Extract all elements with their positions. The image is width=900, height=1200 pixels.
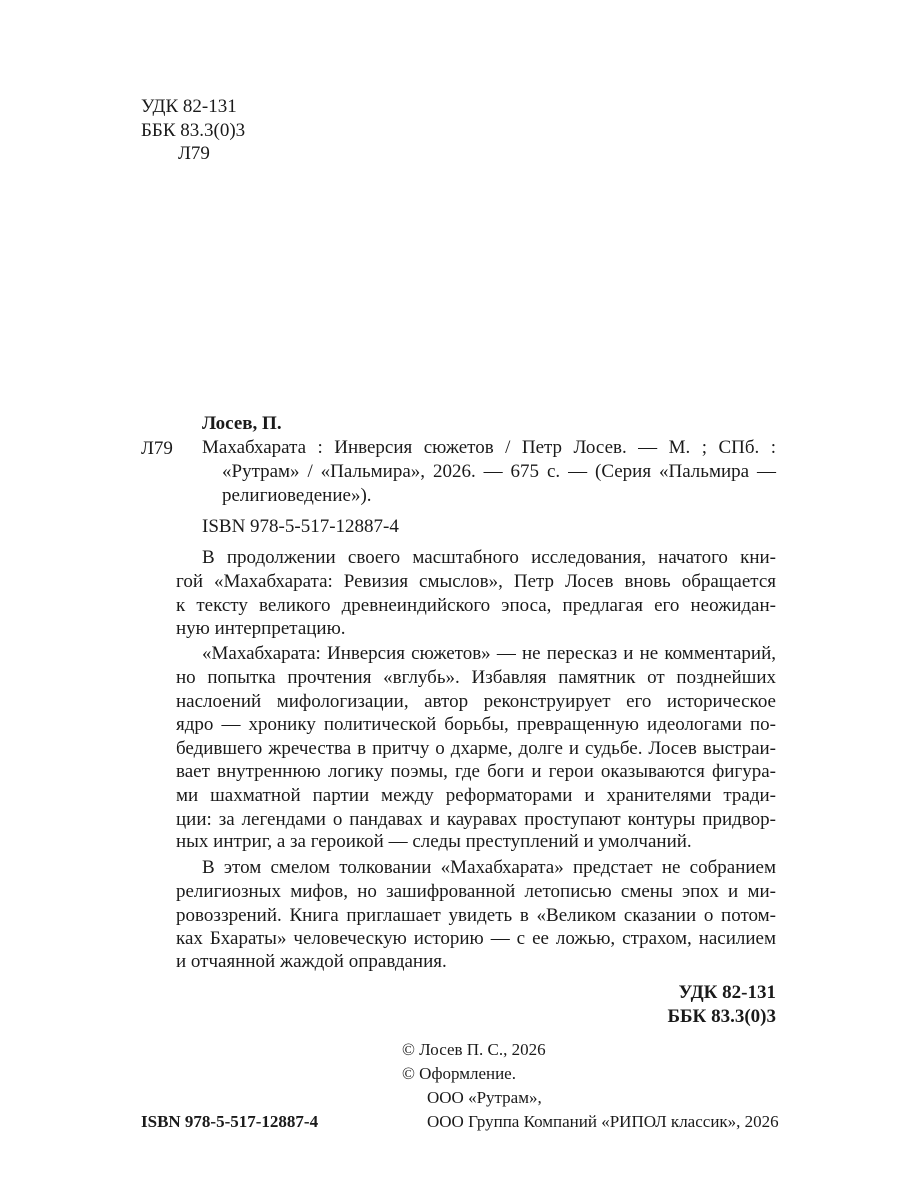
annotation-line: ядро — хронику политической борьбы, превращенную идеологами по- [176, 714, 776, 736]
bibliographic-description-cont [222, 460, 776, 484]
description-line: «Рутрам» / «Пальмира», 2026. — 675 с. — (Серия «Пальмира — [222, 461, 776, 482]
annotation-line: бедившего жречества в притчу о дхарме, долге и судьбе. Лосев выстраи- [176, 737, 776, 759]
annotation-paragraph-1-body [176, 570, 776, 617]
annotation-paragraph-1 [202, 546, 776, 570]
annotation-line: вает внутреннюю логику поэмы, где боги и герои оказываются фигура- [176, 761, 776, 783]
annotation-line: «Махабхарата: Инверсия сюжетов» — не пересказ и не комментарий, [202, 643, 776, 664]
annotation-paragraph-2 [202, 642, 776, 666]
annotation-line: религиозных мифов, но зашифрованной летописью смены эпох и ми- [176, 881, 776, 902]
annotation-paragraph-3-body [176, 880, 776, 951]
bottom-udk: УДК 82-131 [678, 982, 776, 1003]
annotation-paragraph-2-body [176, 666, 776, 831]
annotation-line: ках Бхараты» человеческую историю — с ее ложью, страхом, насилием [176, 928, 776, 950]
annotation-line: гой «Махабхарата: Ревизия смыслов», Петр Лосев вновь обращается [176, 571, 776, 592]
annotation-line: ных интриг, а за героикой — следы преступлений и умолчаний. [176, 831, 692, 852]
author-heading: Лосев, П. [202, 413, 282, 434]
card-author-sign: Л79 [141, 438, 173, 459]
top-udk: УДК 82-131 [141, 96, 237, 117]
annotation-line: к тексту великого древнеиндийского эпоса, предлагая его неожидан- [176, 594, 776, 616]
copyright-publisher-2: ООО Группа Компаний «РИПОЛ классик», 2026 [427, 1112, 779, 1131]
bottom-bbk: ББК 83.3(0)3 [667, 1006, 776, 1027]
annotation-line: ми шахматной партии между реформаторами и хранителями тради- [176, 784, 776, 806]
card-isbn: ISBN 978-5-517-12887-4 [202, 516, 399, 537]
description-line: религиоведение»). [222, 485, 372, 506]
annotation-line: ную интерпретацию. [176, 618, 346, 639]
annotation-line: В продолжении своего масштабного исследования, начатого кни- [202, 547, 776, 568]
annotation-paragraph-3 [202, 856, 776, 880]
top-author-sign: Л79 [178, 143, 210, 164]
copyright-author: © Лосев П. С., 2026 [402, 1040, 546, 1059]
footer-isbn: ISBN 978-5-517-12887-4 [141, 1112, 319, 1131]
description-line: Махабхарата : Инверсия сюжетов / Петр Лосев. — М. ; СПб. : [202, 437, 776, 458]
annotation-line: и отчаянной жаждой оправдания. [176, 951, 447, 972]
top-bbk: ББК 83.3(0)3 [141, 120, 246, 141]
annotation-line: но попытка прочтения «вглубь». Избавляя памятник от позднейших [176, 667, 776, 688]
annotation-line: ции: за легендами о пандавах и кауравах проступают контуры придвор- [176, 808, 776, 830]
annotation-line: ровоззрений. Книга приглашает увидеть в «Великом сказании о потом- [176, 904, 776, 926]
annotation-line: наслоений мифологизации, автор реконструирует его историческое [176, 690, 776, 712]
copyright-publisher-1: ООО «Рутрам», [427, 1088, 542, 1107]
annotation-line: В этом смелом толковании «Махабхарата» предстает не собранием [202, 857, 776, 878]
bibliographic-description [202, 436, 776, 460]
copyright-design: © Оформление. [402, 1064, 516, 1083]
